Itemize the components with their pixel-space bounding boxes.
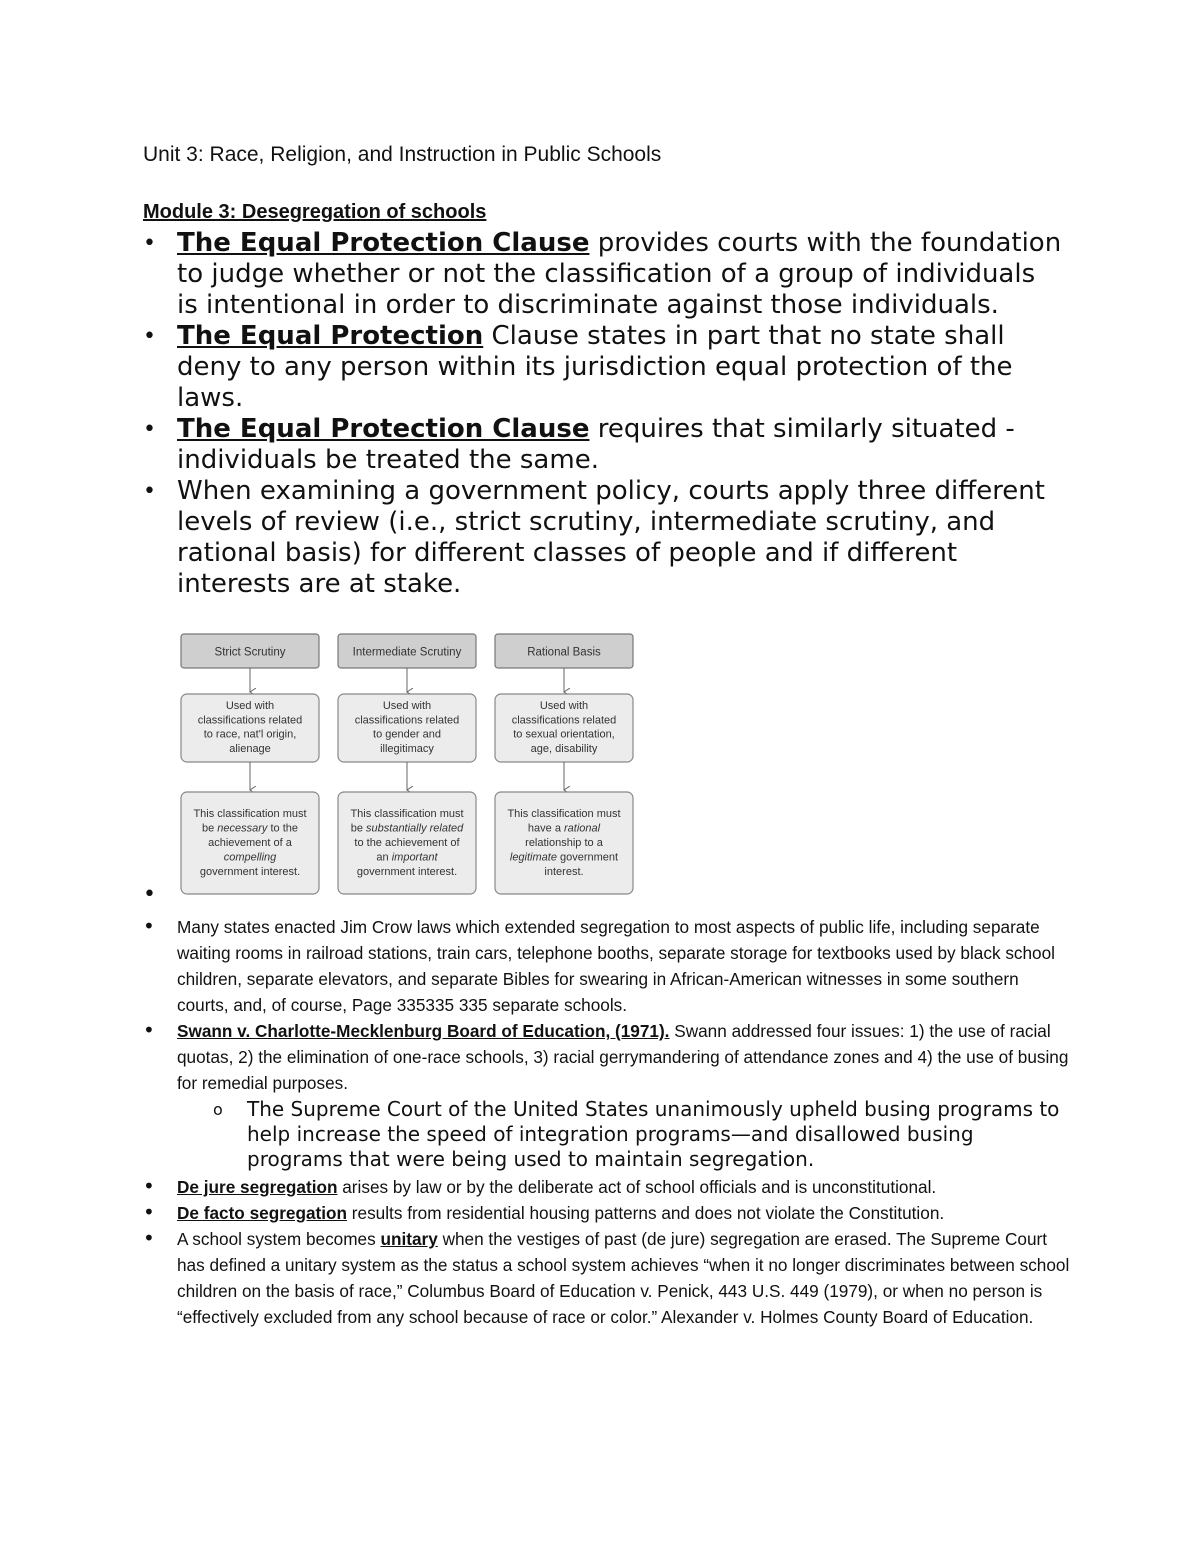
classification-line: Used with [382, 700, 432, 712]
sub-item-text: The Supreme Court of the United States unanimously upheld busing programs to help increase the speed of integration programs—and disallowed busing programs that were being used to maintain segregation. [247, 1097, 1060, 1171]
list-item [143, 228, 1063, 321]
emphasized-term: De jure segregation [177, 1177, 338, 1197]
emphasized-term: De facto segregation [177, 1203, 348, 1223]
requirement-line [208, 837, 293, 849]
item-text: requires that similarly situated - individuals be treated the same. [177, 414, 1015, 475]
requirement-line [354, 837, 460, 849]
scrutiny-column [181, 634, 319, 894]
classification-line: alienage [229, 742, 271, 755]
item-text: arises by law or by the deliberate act of school officials and is unconstitutional. [337, 1177, 937, 1197]
requirement-text: to the achievement of [354, 837, 460, 849]
classification-line: age, disability [530, 742, 598, 755]
scrutiny-column [338, 634, 476, 894]
classification-line: to sexual orientation, [513, 728, 615, 741]
emphasized-term: The Equal Protection Clause [177, 228, 590, 258]
bullet-glyph: • [143, 417, 156, 442]
requirement-line [193, 808, 306, 820]
emphasized-term: unitary [380, 1229, 438, 1249]
requirement-emphasis: important [391, 851, 438, 864]
classification-line: classifications related [511, 714, 617, 727]
requirement-line [528, 823, 601, 835]
main-bullet-list [143, 228, 1063, 600]
classification-line: classifications related [197, 714, 303, 727]
requirement-emphasis: legitimate [509, 851, 557, 864]
bullet-glyph: • [143, 1018, 155, 1042]
requirement-emphasis: substantially related [366, 822, 464, 835]
sub-list-item [177, 1097, 1073, 1172]
unit-title: Unit 3: Race, Religion, and Instruction in Public Schools [143, 143, 662, 166]
bullet-glyph: • [143, 914, 155, 938]
list-item [143, 1226, 1073, 1330]
list-item [143, 1200, 1073, 1226]
requirement-text: be [350, 822, 367, 835]
requirement-text: government [556, 851, 619, 864]
requirement-line [351, 823, 464, 835]
requirement-line [357, 866, 457, 878]
column-header-label: Intermediate Scrutiny [352, 646, 462, 659]
emphasized-term: The Equal Protection [177, 321, 484, 351]
requirement-line [525, 837, 604, 849]
requirement-text: This classification must [507, 808, 621, 820]
column-header-label: Strict Scrutiny [214, 646, 286, 659]
bullet-glyph: • [143, 231, 156, 256]
requirement-text: interest. [544, 866, 584, 878]
requirement-line [200, 866, 300, 878]
bullet-glyph: • [143, 1174, 155, 1198]
item-text: Many states enacted Jim Crow laws which extended segregation to most aspects of public life, including separate waiting rooms in railroad stations, train cars, telephone booths, separate storage for textbooks used by black school children, separate elevators, and separate Bibles for swearing in African-American witnesses in some southern courts, and, of course, Page 335335 335 separate schools. [177, 917, 1055, 1015]
requirement-text: government interest. [199, 866, 301, 878]
requirement-emphasis: compelling [223, 851, 277, 864]
empty-bullet: • [143, 882, 156, 907]
bullet-glyph: • [143, 324, 156, 349]
scrutiny-column [495, 634, 633, 894]
requirement-line [350, 808, 463, 820]
requirement-emphasis: rational [564, 822, 601, 835]
item-text: A school system becomes [177, 1229, 381, 1249]
requirement-text: an [376, 851, 392, 864]
requirement-line [510, 852, 618, 864]
requirement-line [544, 866, 583, 878]
item-text: Swann addressed four issues: 1) the use of racial quotas, 2) the elimination of one-race schools, 3) racial gerrymandering of attendance zones and 4) the use of busing for remedial purposes. [177, 1021, 1069, 1093]
module-heading: Module 3: Desegregation of schools [143, 201, 487, 223]
item-text: Clause states in part that no state shall deny to any person within its jurisdiction equal protection of the laws. [177, 321, 1013, 413]
emphasized-term: The Equal Protection Clause [177, 414, 590, 444]
list-item [143, 1018, 1073, 1172]
bullet-glyph: • [143, 479, 156, 504]
requirement-emphasis: necessary [217, 822, 268, 835]
classification-line: Used with [225, 700, 275, 712]
item-text: provides courts with the foundation to judge whether or not the classification of a group of individuals is intentional in order to discriminate against those individuals. [177, 228, 1062, 320]
list-item [143, 1174, 1073, 1200]
requirement-line [224, 852, 277, 864]
classification-line: Used with [539, 700, 589, 712]
list-item [143, 476, 1063, 600]
requirement-text: This classification must [350, 808, 464, 820]
requirement-text: achievement of a [208, 837, 292, 849]
list-item [143, 414, 1063, 476]
requirement-line [376, 852, 438, 864]
classification-line: to race, nat'l origin, [203, 728, 297, 741]
list-item [143, 321, 1063, 414]
secondary-bullet-list [143, 914, 1073, 1330]
classification-line: to gender and [373, 728, 441, 741]
requirement-text: government interest. [356, 866, 458, 878]
sub-bullet-glyph: o [213, 1100, 223, 1119]
requirement-text: This classification must [193, 808, 307, 820]
bullet-glyph: • [143, 1226, 155, 1250]
classification-line: classifications related [354, 714, 460, 727]
scrutiny-levels-diagram [143, 628, 643, 898]
list-item [143, 914, 1073, 1018]
requirement-text: have a [527, 822, 565, 835]
classification-line: illegitimacy [380, 742, 434, 755]
item-text: results from residential housing patterns and does not violate the Constitution. [347, 1203, 945, 1223]
requirement-text: be [201, 822, 218, 835]
column-header-label: Rational Basis [527, 646, 601, 659]
requirement-line [507, 808, 620, 820]
requirement-text: relationship to a [525, 837, 603, 849]
bullet-glyph: • [143, 1200, 155, 1224]
case-citation: Swann v. Charlotte-Mecklenburg Board of Education, (1971). [177, 1021, 670, 1041]
item-text: when the vestiges of past (de jure) segregation are erased. The Supreme Court has defined a unitary system as the status a school system achieves “when it no longer discriminates between school children on the basis of race,” Columbus Board of Education v. Penick, 443 U.S. 449 (1979), or when no person is “effectively excluded from any school because of race or color.” Alexander v. Holmes County Board of Education. [177, 1229, 1070, 1327]
requirement-line [202, 823, 298, 835]
item-text: When examining a government policy, courts apply three different levels of review (i.e., strict scrutiny, intermediate scrutiny, and rational basis) for different classes of people and if different interests are at stake. [177, 476, 1045, 599]
requirement-text: to the [267, 822, 299, 835]
